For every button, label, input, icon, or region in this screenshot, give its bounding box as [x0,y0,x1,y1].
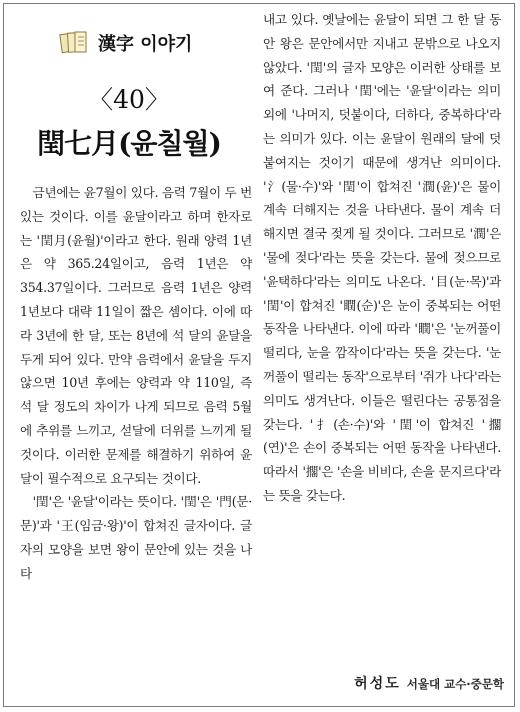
byline [354,673,504,693]
author-affiliation: 서울대 교수·중문학 [406,677,504,691]
issue-number: 〈40〉 [88,85,170,114]
article-title: 閏七月(윤칠월) [37,127,221,160]
body-paragraph: 내고 있다. 옛날에는 윤달이 되면 그 한 달 동안 왕은 문안에서만 지내고 문밖으로 나오지 않았다. '閏'의 글자 모양은 이러한 상태를 보여 준다. 그러나 '閏'에는 '윤달'이라는 의미 외에 '나머지, 덧붙이다, 더하다, 중복하다'라는 의미가 있다. 이는 윤달이 원래의 달에 덧붙여지는 것이기 때문에 생겨난 의미이다. '氵(물·수)'와 '閏'이 합쳐진 '潤(윤)'은 물이 계속 더해지는 것을 나타낸다. 물이 계속 더해지면 결국 젖게 될 것이다. 그러므로 '潤'은 '물에 젖다'라는 뜻을 갖는다. 물에 젖으므로 '윤택하다'라는 의미도 나온다. '目(눈·목)'과 '閏'이 합쳐진 '瞤(순)'은 눈이 중복되는 어떤 동작을 나타낸다. 이에 따라 '瞤'은 '눈꺼풀이 떨리다, 눈을 깜작이다'라는 뜻을 갖는다. '눈꺼풀이 떨리는 동작'으로부터 '쥐가 나다'라는 의미도 생겨난다. 이들은 떨린다는 공통점을 갖는다. '扌(손·수)'와 '閏'이 합쳐진 '擱(연)'은 손이 중복되는 어떤 동작을 나타낸다. 따라서 '擱'은 '손을 비비다, 손을 문지르다'라는 뜻을 갖는다. [263,12,501,503]
column-header [58,30,192,56]
body-paragraph: 금년에는 윤7월이 있다. 음력 7월이 두 번 있는 것이다. 이를 윤달이라고 하며 한자로는 '閏月(윤월)'이라고 한다. 원래 양력 1년은 약 365.24일이고, 음력 1년은 약 354.37일이다. 그러므로 음력 1년은 양력 1년보다 대략 11일이 짧은 셈이다. 이에 따라 3년에 한 달, 또는 8년에 석 달의 윤달을 두게 되어 있다. 만약 음력에서 윤달을 두지 않으면 10년 후에는 양력과 약 110일, 즉 석 달 정도의 차이가 나게 되므로 음력 5월에 추위를 느끼고, 섣달에 더위를 느끼게 될 것이다. 이러한 문제를 해결하기 위하여 윤달이 필수적으로 요구되는 것이다. [20,185,252,486]
column-name: 漢字 이야기 [98,34,193,55]
body-paragraph: '閏'은 '윤달'이라는 뜻이다. '閏'은 '門(문·문)'과 '王(임금·왕)'이 합쳐진 글자이다. 글자의 모양을 보면 왕이 문안에 있는 것을 나타 [20,494,252,581]
right-column [263,8,501,508]
left-column [20,181,252,586]
author-name: 허성도 [354,676,401,692]
book-icon [58,30,90,56]
